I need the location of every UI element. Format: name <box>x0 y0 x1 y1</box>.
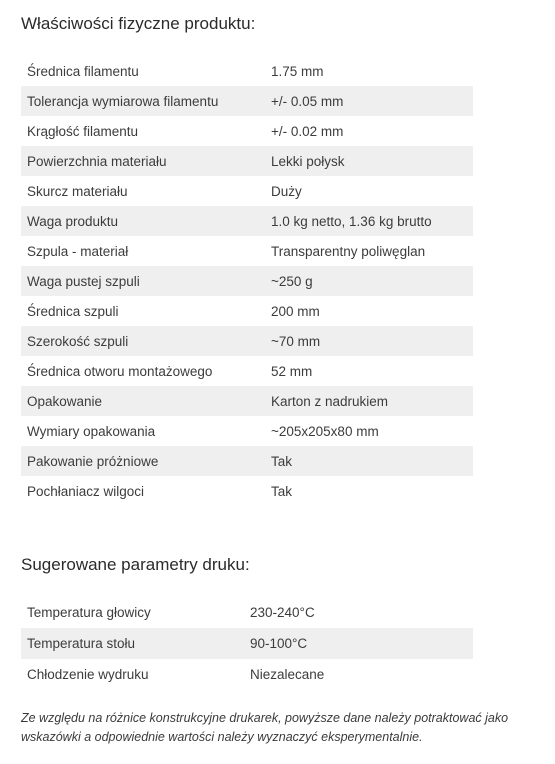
row-label: Waga produktu <box>27 213 119 229</box>
row-value: Transparentny poliwęglan <box>271 243 426 259</box>
table-row <box>21 296 473 326</box>
table-row <box>21 446 473 476</box>
row-value: +/- 0.02 mm <box>271 123 344 139</box>
table-row <box>21 659 473 690</box>
row-label: Średnica otworu montażowego <box>27 363 213 379</box>
table-row <box>21 476 473 506</box>
row-label: Skurcz materiału <box>27 183 128 199</box>
row-label: Szerokość szpuli <box>27 333 129 349</box>
table-row <box>21 236 473 266</box>
disclaimer-note: Ze względu na różnice konstrukcyjne drukarek, powyższe dane należy potraktować jako wskazówki a odpowiednie wartości należy wyznaczyć eksperymentalnie. <box>21 711 509 744</box>
row-value: ~70 mm <box>271 333 321 349</box>
row-label: Krągłość filamentu <box>27 123 139 139</box>
table-row <box>21 86 473 116</box>
table-row <box>21 206 473 236</box>
print-parameters-title: Sugerowane parametry druku: <box>21 555 250 574</box>
row-label: Średnica filamentu <box>27 63 139 79</box>
row-label: Tolerancja wymiarowa filamentu <box>27 93 219 109</box>
table-row <box>21 266 473 296</box>
row-label: Opakowanie <box>27 393 103 409</box>
row-value: Duży <box>271 183 302 199</box>
row-value: Tak <box>271 483 293 499</box>
row-value: Karton z nadrukiem <box>271 393 389 409</box>
row-value: 52 mm <box>271 363 313 379</box>
table-row <box>21 56 473 86</box>
row-label: Średnica szpuli <box>27 303 119 319</box>
row-label: Wymiary opakowania <box>27 423 156 439</box>
row-value: 230-240°C <box>250 605 315 620</box>
table-row <box>21 628 473 659</box>
physical-properties-table <box>21 56 473 506</box>
print-parameters-table <box>21 597 473 690</box>
row-label: Pakowanie próżniowe <box>27 453 159 469</box>
table-row <box>21 386 473 416</box>
row-value: 200 mm <box>271 303 320 319</box>
row-value: Tak <box>271 453 293 469</box>
row-label: Chłodzenie wydruku <box>27 667 149 682</box>
table-row <box>21 176 473 206</box>
row-label: Temperatura stołu <box>27 636 136 651</box>
table-row <box>21 146 473 176</box>
row-value: 1.75 mm <box>271 63 324 79</box>
table-row <box>21 356 473 386</box>
row-value: ~205x205x80 mm <box>271 423 379 439</box>
row-label: Temperatura głowicy <box>27 605 151 620</box>
row-label: Powierzchnia materiału <box>27 153 167 169</box>
row-value: 1.0 kg netto, 1.36 kg brutto <box>271 213 432 229</box>
row-label: Waga pustej szpuli <box>27 273 140 289</box>
row-value: +/- 0.05 mm <box>271 93 344 109</box>
table-row <box>21 597 473 628</box>
row-value: Lekki połysk <box>271 153 345 169</box>
table-row <box>21 326 473 356</box>
row-value: ~250 g <box>271 273 313 289</box>
row-value: Niezalecane <box>250 667 325 682</box>
row-value: 90-100°C <box>250 636 308 651</box>
table-row <box>21 116 473 146</box>
row-label: Szpula - materiał <box>27 243 129 259</box>
table-row <box>21 416 473 446</box>
row-label: Pochłaniacz wilgoci <box>27 483 145 499</box>
physical-properties-title: Właściwości fizyczne produktu: <box>21 14 256 33</box>
